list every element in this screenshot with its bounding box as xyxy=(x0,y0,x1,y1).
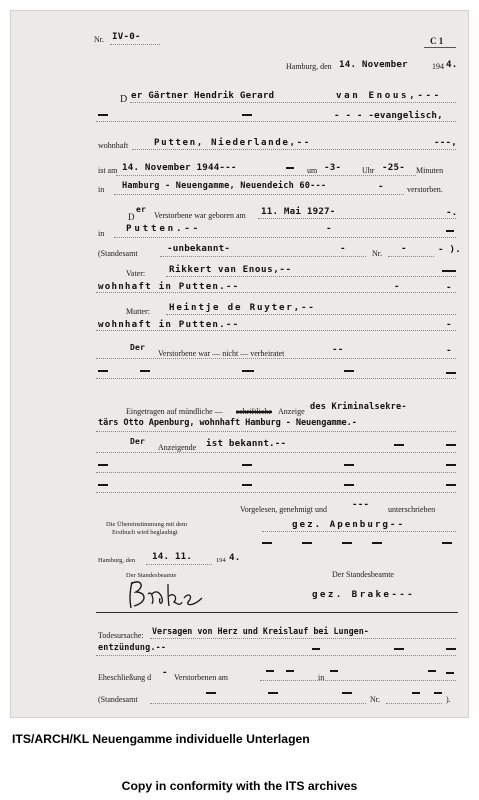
cert-date: 14. 11. xyxy=(152,551,193,562)
death-minutes: -25- xyxy=(382,162,405,173)
birth-der: er xyxy=(136,205,147,214)
mother-end: - xyxy=(446,319,452,330)
father-value: Rikkert van Enous,-- xyxy=(169,264,292,275)
residence-end: ---, xyxy=(434,137,457,148)
nr-value: IV-0- xyxy=(112,31,141,42)
marriage-label: Eheschließung d xyxy=(98,673,152,682)
religion: - - - -evangelisch, xyxy=(334,110,443,121)
death-place: Hamburg - Neuengamme, Neuendeich 60--- xyxy=(122,181,327,191)
marriage-label-2: Verstorbenen am xyxy=(174,673,228,682)
residence-value: Putten, Niederlande,-- xyxy=(154,137,311,148)
um-label: um xyxy=(307,166,318,175)
father-label: Vater: xyxy=(126,269,146,278)
death-in-label: in xyxy=(98,185,105,194)
cert-place-date: Hamburg, den xyxy=(98,557,136,564)
death-dash: - xyxy=(378,181,384,192)
lead-d: D xyxy=(120,94,128,105)
document-scan xyxy=(10,10,469,718)
cause-value-2: entzündung.-- xyxy=(98,642,167,652)
surname: van Enous,--- xyxy=(336,90,442,101)
standesamt-end: - ). xyxy=(438,244,461,255)
death-date: 14. November 1944--- xyxy=(122,162,237,173)
minuten-label: Minuten xyxy=(416,166,444,175)
anzeige-label: Anzeige xyxy=(278,407,305,416)
mother-value: Heintje de Ruyter,-- xyxy=(169,302,316,313)
birth-in-label: in xyxy=(98,229,105,238)
conformity-line-2: Erstbuch wird beglaubigt xyxy=(112,529,178,536)
cert-year-prefix: 194 xyxy=(216,557,226,564)
standesamt-mid: - xyxy=(340,243,346,254)
marital-der: Der xyxy=(130,343,146,352)
standesamt-nr-value: - xyxy=(401,243,407,254)
registered-der: Der xyxy=(130,437,146,446)
birth-place: Putten.-- xyxy=(126,223,201,234)
handwritten-signature xyxy=(122,576,208,612)
year-suffix: 4. xyxy=(446,59,458,70)
cause-value: Versagen von Herz und Kreislauf bei Lungen- xyxy=(152,626,369,636)
signoff-dash: --- xyxy=(352,499,370,510)
marriage-standesamt: (Standesamt xyxy=(98,695,138,704)
birth-place-end: - xyxy=(326,223,332,234)
cert-standesbeamte: Der Standesbeamte xyxy=(332,570,394,579)
marriage-end: ). xyxy=(446,695,451,704)
cause-label: Todesursache: xyxy=(98,631,144,640)
father-residence: wohnhaft in Putten.-- xyxy=(98,281,240,292)
registered-known: ist bekannt.-- xyxy=(206,438,287,449)
cert-standesbeamte-small: Der Standesbeamte xyxy=(126,572,177,579)
death-hour: -3- xyxy=(324,162,342,173)
mother-residence: wohnhaft in Putten.-- xyxy=(98,319,240,330)
registered-label: Eingetragen auf mündliche — xyxy=(126,407,223,416)
birth-end: -. xyxy=(446,207,458,218)
conformity-note: Copy in conformity with the ITS archives xyxy=(121,779,358,793)
registration-date: 14. November xyxy=(339,59,408,70)
father-dash: - xyxy=(394,281,400,292)
uhr-label: Uhr xyxy=(362,166,375,175)
marital-end: - xyxy=(446,345,452,356)
conformity-signature: gez. Apenburg-- xyxy=(292,519,405,530)
marital-value: -- xyxy=(332,344,344,355)
registered-struck: schriftliche xyxy=(236,407,272,416)
birth-lead: D xyxy=(128,212,135,222)
conformity-line-1: Die Übereinstimmung mit dem xyxy=(106,521,188,528)
signoff-end: unterschrieben xyxy=(388,505,436,514)
marital-label: Verstorbene war — nicht — verheiratet xyxy=(158,349,285,358)
standesamt-label: (Standesamt xyxy=(98,249,138,258)
year-prefix: 194 xyxy=(432,62,444,71)
residence-label: wohnhaft xyxy=(98,141,129,150)
cert-year-suffix: 4. xyxy=(229,552,241,563)
birth-date: 11. Mai 1927- xyxy=(261,206,336,217)
birth-label: Verstorbene war geboren am xyxy=(154,211,246,220)
registered-value-2: tärs Otto Apenburg, wohnhaft Hamburg - Neuengamme.- xyxy=(98,418,357,428)
verstorben-label: verstorben. xyxy=(407,185,443,194)
standesamt-nr-label: Nr. xyxy=(372,249,382,258)
form-code: C 1 xyxy=(430,36,444,46)
father-end: - xyxy=(446,282,452,293)
cert-signature-text: gez. Brake--- xyxy=(312,589,416,600)
signoff-label: Vorgelesen, genehmigt und xyxy=(240,505,328,514)
standesamt-value: -unbekannt- xyxy=(167,243,231,254)
marriage-dash-1: - xyxy=(162,667,168,678)
death-label: ist am xyxy=(98,166,118,175)
occupation-name: er Gärtner Hendrik Gerard xyxy=(131,90,275,101)
nr-label: Nr. xyxy=(94,35,104,44)
anzeigende-label: Anzeigende xyxy=(158,443,197,452)
marriage-in: in xyxy=(318,673,325,682)
marriage-nr: Nr. xyxy=(370,695,380,704)
place-date-label: Hamburg, den xyxy=(286,62,332,71)
archive-reference: ITS/ARCH/KL Neuengamme individuelle Unterlagen xyxy=(12,732,310,746)
mother-label: Mutter: xyxy=(126,307,150,316)
registered-value: des Kriminalsekre- xyxy=(310,402,407,412)
